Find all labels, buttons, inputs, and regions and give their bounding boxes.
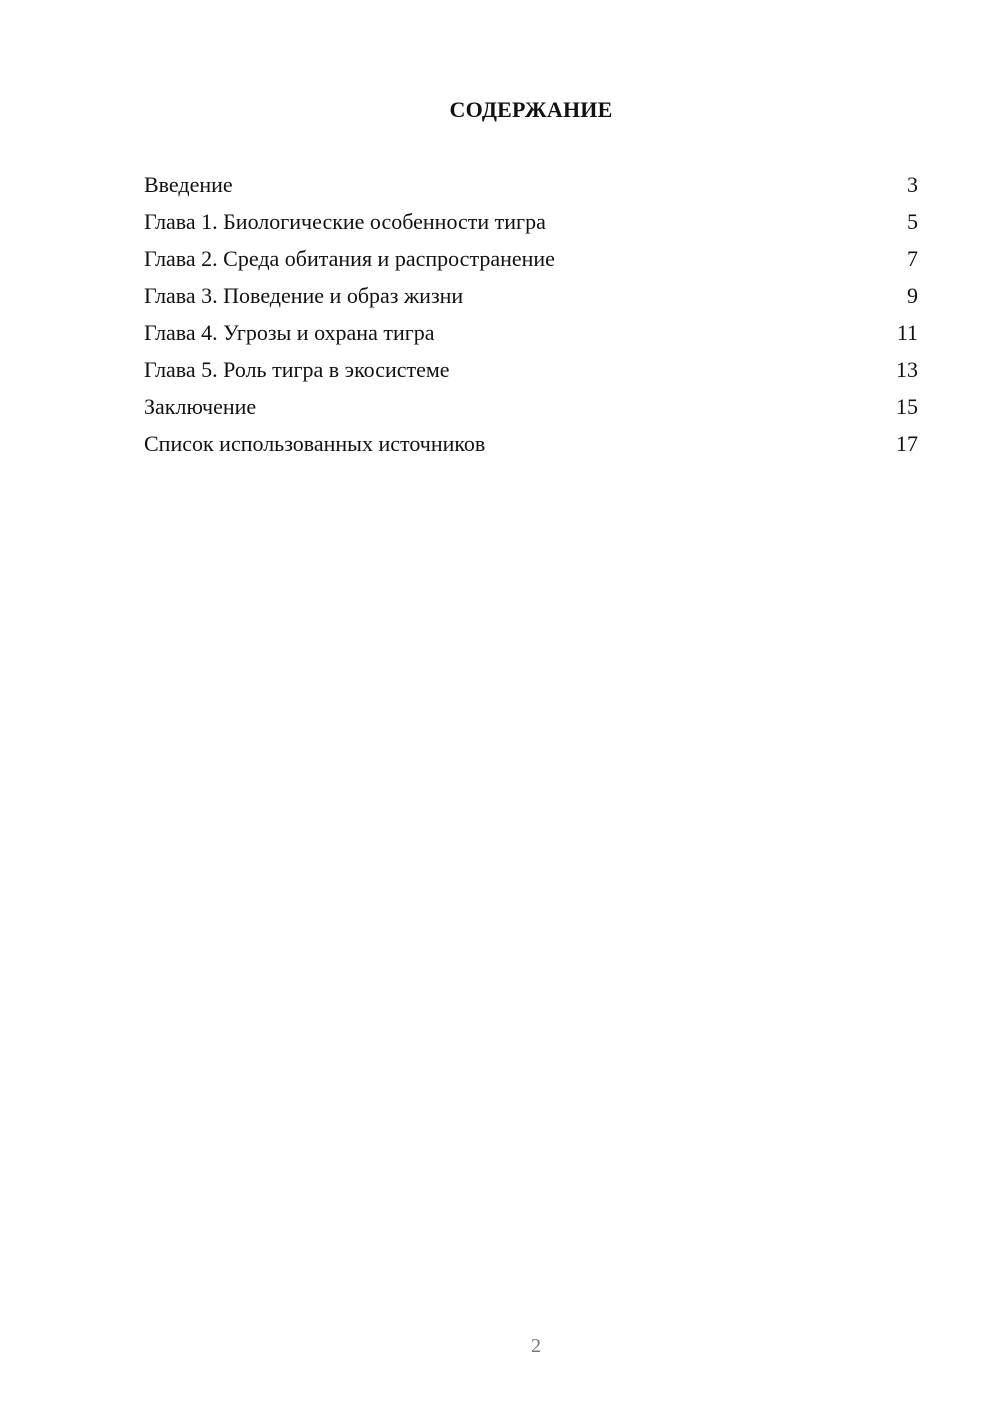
toc-entry-chapter-2 [144, 244, 918, 281]
toc-entry-text: Глава 2. Среда обитания и распространение [144, 246, 555, 271]
toc-entry-chapter-5 [144, 355, 918, 392]
toc-entry-page: 13 [896, 357, 918, 382]
toc-entry-text: Список использованных источников [144, 431, 486, 456]
toc-list [144, 170, 918, 466]
toc-entry-text: Заключение [144, 394, 257, 419]
toc-entry-page: 11 [896, 320, 918, 345]
page-number: 2 [531, 1335, 541, 1357]
toc-entry-references [144, 429, 918, 466]
toc-entry-page: 15 [896, 394, 918, 419]
toc-entry-introduction [144, 170, 918, 207]
toc-entry-page: 3 [907, 172, 918, 197]
toc-entry-page: 7 [907, 246, 918, 271]
toc-entry-page: 17 [896, 431, 918, 456]
toc-entry-text: Глава 5. Роль тигра в экосистеме [144, 357, 450, 382]
toc-entry-page: 9 [907, 283, 918, 308]
toc-entry-chapter-4 [144, 318, 918, 355]
toc-entry-text: Введение [144, 172, 233, 197]
toc-title: СОДЕРЖАНИЕ [449, 97, 613, 122]
toc-entry-text: Глава 3. Поведение и образ жизни [144, 283, 464, 308]
toc-entry-chapter-3 [144, 281, 918, 318]
toc-entry-page: 5 [907, 209, 918, 234]
toc-entry-chapter-1 [144, 207, 918, 244]
toc-entry-text: Глава 4. Угрозы и охрана тигра [144, 320, 435, 345]
toc-entry-text: Глава 1. Биологические особенности тигра [144, 209, 546, 234]
toc-entry-conclusion [144, 392, 918, 429]
